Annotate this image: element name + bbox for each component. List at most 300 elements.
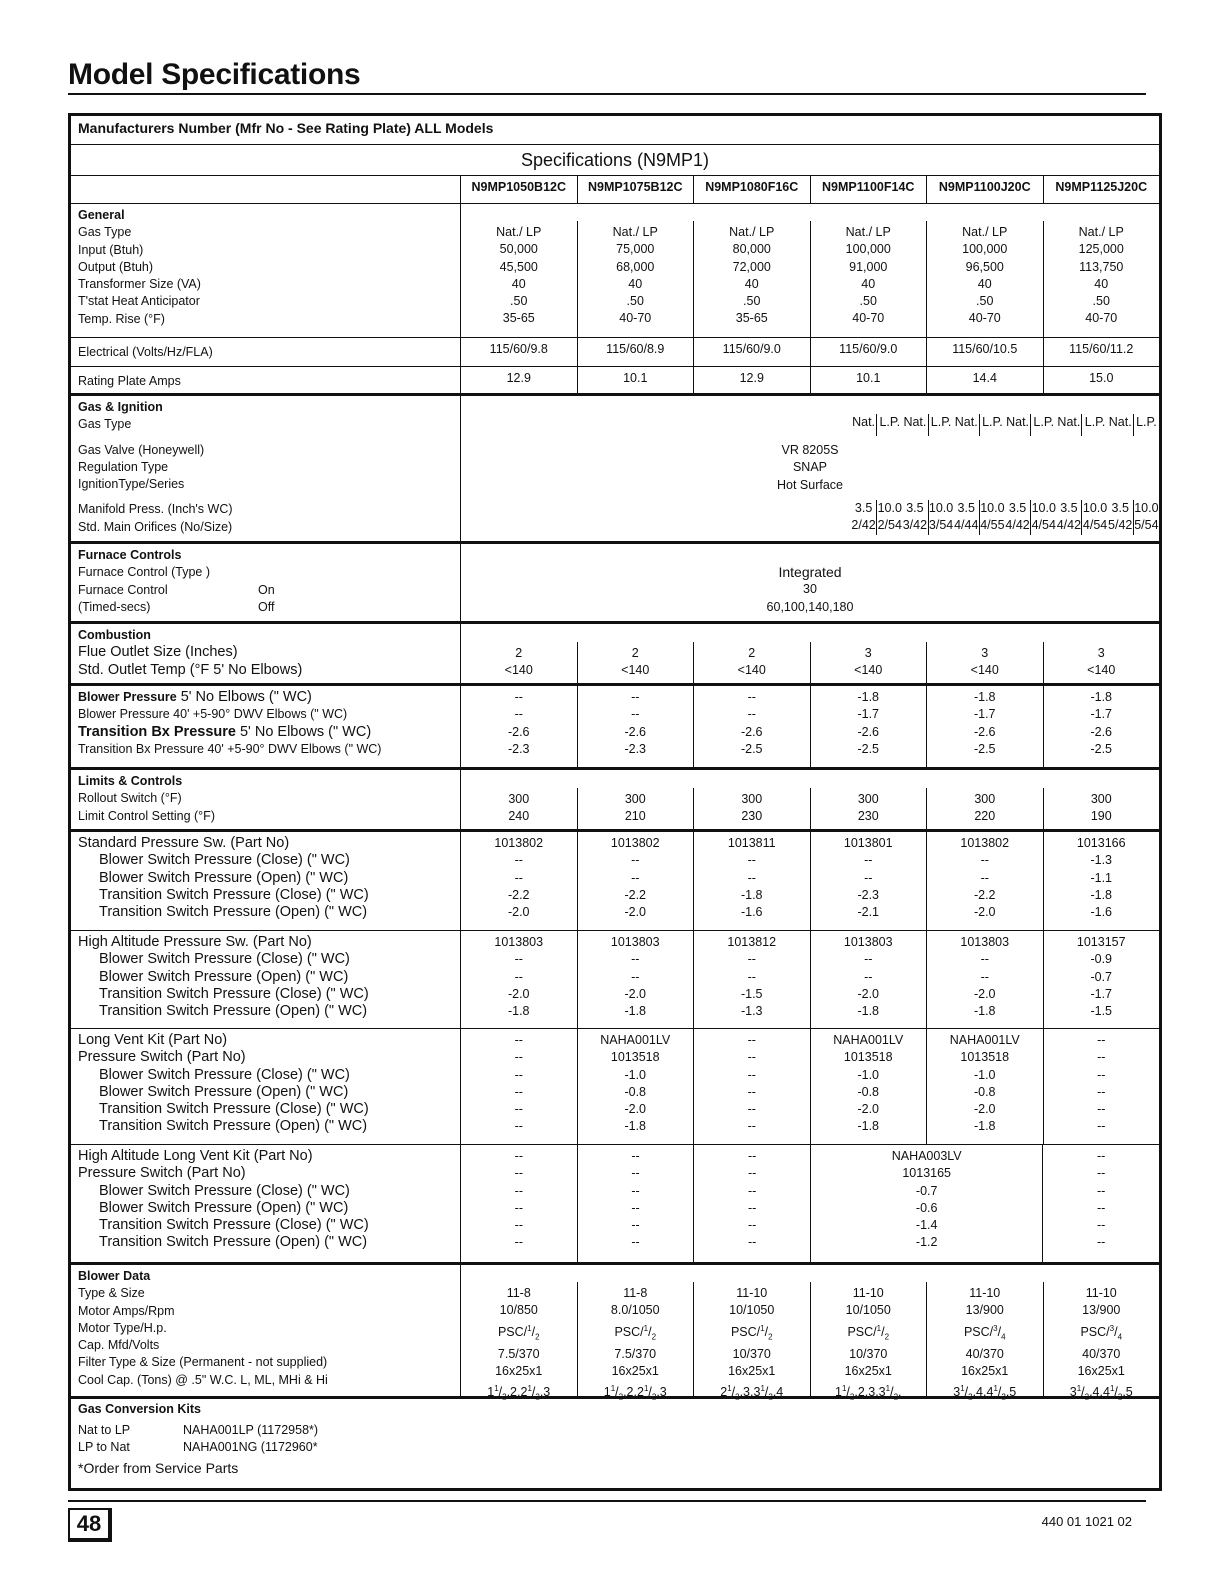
model-column: [1044, 832, 1160, 930]
cell-value: 7.5/370: [614, 1346, 657, 1361]
cell-value: -0.8: [624, 1084, 647, 1099]
cell-value: --: [1097, 1218, 1106, 1233]
cell-value: -2.1: [857, 905, 880, 920]
spacer: [78, 434, 453, 442]
manifold-lp: 10.0: [877, 501, 902, 515]
cell-value: -2.6: [624, 724, 647, 739]
cell-value: 300: [857, 792, 879, 806]
nat-label: Nat.: [1056, 414, 1082, 436]
row-label: Type & Size: [78, 1286, 145, 1301]
merged-column: [811, 1145, 1043, 1262]
cell-value: --: [747, 690, 756, 704]
cell-value: --: [980, 853, 989, 868]
row-label: Temp. Rise (°F): [78, 311, 165, 326]
manifold-lp: 10.0: [1082, 501, 1108, 515]
model-column: [811, 221, 928, 337]
lp-label: L.P.: [1033, 415, 1055, 429]
model-column: [1044, 686, 1160, 767]
manifold-pair: [1108, 500, 1159, 517]
orifice-nat: 2/42: [851, 517, 877, 534]
model-column: [461, 686, 578, 767]
manifold-nat: 3.5: [902, 500, 928, 517]
cell-value: --: [514, 1166, 523, 1181]
spec-title: Specifications (N9MP1): [520, 150, 710, 170]
cell-value: 1013801: [843, 836, 893, 850]
cell-value: PSC/$^1/_2$: [614, 1323, 657, 1342]
cell-value: -2.0: [857, 1102, 880, 1117]
cell-value: 10/1050: [729, 1303, 775, 1318]
cell-value: 115/60/9.0: [839, 342, 898, 356]
furnace-off-value: 60,100,140,180: [766, 599, 854, 614]
furnace-on-label: On: [258, 582, 275, 597]
cell-value: <140: [737, 663, 766, 678]
orifice-nat: 4/42: [1005, 517, 1031, 534]
cell-value: --: [747, 870, 756, 885]
cell-value: 16x25x1: [961, 1363, 1009, 1378]
document-number: 440 01 1021 02: [1041, 1514, 1132, 1529]
model-column: [461, 221, 578, 337]
cell-value: -1.8: [857, 690, 880, 704]
gas-type-pair: [1056, 414, 1107, 436]
spec-table: [68, 113, 1162, 1491]
page-title: Model Specifications: [68, 58, 361, 91]
model-column: [1044, 788, 1160, 829]
cell-value: <140: [854, 663, 883, 678]
cell-value: -1.7: [1090, 986, 1113, 1001]
cell-value: 1013518: [610, 1050, 660, 1065]
cell-value: -1.4: [915, 1218, 938, 1233]
standard-switch-section: [71, 832, 1159, 931]
model-column: [694, 367, 811, 393]
model-column: [461, 788, 578, 829]
gas-type-pair: [1005, 414, 1056, 436]
model-column: [927, 338, 1044, 366]
cell-value: .50: [510, 294, 528, 309]
limits-labels: [71, 770, 461, 829]
model-name: N9MP1050B12C: [461, 176, 578, 203]
cell-value: 72,000: [732, 259, 771, 274]
gas-valve-group: [461, 438, 1159, 502]
nat-label: Nat.: [851, 414, 877, 436]
lp-label: L.P.: [1136, 415, 1157, 429]
cell-value: 16x25x1: [1077, 1363, 1125, 1378]
cell-value: --: [1097, 1119, 1106, 1134]
model-column: [694, 338, 811, 366]
title-rule: [68, 93, 1146, 95]
cell-value: -1.7: [857, 707, 880, 722]
cell-value: 10.1: [856, 371, 881, 385]
cell-value: 68,000: [616, 259, 655, 274]
cell-value: -1.5: [740, 986, 763, 1001]
cell-value: .50: [743, 294, 761, 309]
cell-value: --: [748, 1183, 757, 1198]
conversion-direction: LP to Nat: [78, 1440, 130, 1454]
manifold-pair: [1005, 500, 1056, 517]
cell-value: --: [980, 952, 989, 967]
cell-value: 16x25x1: [728, 1363, 776, 1378]
orifice-lp: 4/54: [1082, 518, 1108, 533]
row-label: Blower Switch Pressure (Open) (" WC): [99, 968, 349, 985]
cell-value: 3: [981, 646, 989, 660]
model-column: [694, 221, 811, 337]
manifold-pair: [1056, 500, 1107, 517]
mfr-row: [71, 116, 1159, 145]
manifold-cell: [851, 500, 902, 540]
model-header-cells: [461, 176, 1159, 203]
page-number: 48: [68, 1508, 112, 1542]
cell-value: 16x25x1: [495, 1363, 543, 1378]
cell-value: 40/370: [1082, 1346, 1121, 1361]
furnace-off-label: Off: [258, 599, 275, 614]
standard-switch-values: [461, 832, 1159, 930]
model-column: [811, 1029, 928, 1144]
model-column: [811, 338, 928, 366]
cell-value: 3: [864, 646, 872, 660]
timed-secs-label-row: [78, 599, 453, 616]
cell-value: --: [1097, 1050, 1106, 1065]
cell-value: <140: [1087, 663, 1116, 678]
model-column: [927, 788, 1044, 829]
conversion-section: [71, 1399, 1159, 1491]
cell-value: -1.2: [915, 1235, 938, 1250]
cell-value: 100,000: [962, 242, 1008, 257]
cell-value: -1.8: [857, 1119, 880, 1134]
cell-value: --: [747, 1102, 756, 1117]
transition-pressure-5-head: Transition Bx Pressure: [78, 723, 236, 740]
model-column: [578, 1282, 695, 1402]
cell-value: 40-70: [619, 311, 652, 326]
conversion-direction: Nat to LP: [78, 1423, 131, 1437]
cell-value: --: [1097, 1102, 1106, 1117]
rating-values: [461, 367, 1159, 393]
row-label: Pressure Switch (Part No): [78, 1049, 246, 1066]
cell-value: -2.6: [740, 724, 763, 739]
cell-value: --: [1097, 1149, 1106, 1163]
orifice-nat: 4/44: [954, 517, 980, 534]
manifold-orifice-rows: [851, 500, 1159, 540]
cell-value: --: [1097, 1200, 1106, 1215]
orifice-pair: [851, 517, 902, 534]
cell-value: -0.9: [1090, 952, 1113, 967]
gas-type-cell: [902, 410, 953, 438]
conversion-heading: Gas Conversion Kits: [78, 1402, 201, 1416]
row-label: Rollout Switch (°F): [78, 791, 182, 806]
model-column: [578, 338, 695, 366]
high-altitude-long-vent-section: [71, 1145, 1159, 1265]
cell-value: -2.2: [624, 887, 647, 902]
rating-row: [71, 367, 1159, 396]
row-label: Transition Switch Pressure (Close) (" WC): [99, 985, 369, 1002]
model-column: [578, 832, 695, 930]
limits-section: [71, 770, 1159, 832]
cell-value: --: [748, 1166, 757, 1181]
cell-value: --: [631, 1235, 640, 1250]
cell-value: .50: [976, 294, 994, 309]
orifice-nat: 4/42: [1056, 517, 1082, 534]
cell-value: --: [514, 853, 523, 868]
row-label: High Altitude Pressure Sw. (Part No): [78, 934, 312, 950]
model-column: [811, 642, 928, 683]
cell-value: --: [514, 1235, 523, 1250]
cell-value: $1^1/_2,2,2^1/_2,3$: [487, 1384, 551, 1402]
cell-value: 1013803: [960, 935, 1010, 949]
cell-value: --: [747, 1050, 756, 1065]
row-label: Limits & Controls: [78, 774, 183, 788]
high-altitude-switch-section: [71, 931, 1159, 1029]
cell-value: 1013518: [843, 1050, 893, 1065]
model-name: N9MP1080F16C: [694, 176, 811, 203]
row-label: Cap. Mfd/Volts: [78, 1338, 160, 1353]
cell-value: -2.6: [507, 724, 530, 739]
orifice-lp: 3/54: [928, 518, 954, 533]
row-label: Transformer Size (VA): [78, 277, 201, 292]
electrical-label: Electrical (Volts/Hz/FLA): [71, 338, 461, 366]
cell-value: NAHA001LV: [949, 1033, 1020, 1047]
cell-value: 35-65: [502, 311, 535, 326]
manifold-pair: [954, 500, 1005, 517]
manifold-nat: 3.5: [1005, 500, 1031, 517]
model-column: [927, 686, 1044, 767]
model-column: [927, 1029, 1044, 1144]
cell-value: -0.6: [915, 1200, 938, 1215]
cell-value: Nat./ LP: [496, 225, 542, 239]
cell-value: -2.3: [857, 887, 880, 902]
cell-value: 115/60/11.2: [1069, 342, 1134, 356]
gas-valve-label: Gas Valve (Honeywell): [78, 442, 205, 457]
furnace-controls-section: [71, 544, 1159, 624]
cell-value: 1013157: [1076, 935, 1126, 949]
cell-value: 113,750: [1079, 259, 1124, 274]
blower-pressure-40-label: Blower Pressure 40' +5-90° DWV Elbows (" WC): [78, 707, 348, 722]
row-label: Input (Btuh): [78, 242, 144, 257]
cell-value: --: [747, 1033, 756, 1047]
electrical-row: [71, 338, 1159, 367]
cell-value: -1.0: [857, 1067, 880, 1082]
gas-type-label: Gas Type: [78, 417, 132, 432]
cell-value: $3^1/_2,4,4^1/_2,5$: [1069, 1384, 1133, 1402]
gas-type-cell: [1005, 410, 1056, 438]
model-column: [927, 832, 1044, 930]
high-altitude-switch-values: [461, 931, 1159, 1028]
cell-value: -1.5: [1090, 1004, 1113, 1019]
cell-value: 40: [511, 276, 526, 291]
orifice-pair: [1108, 517, 1159, 534]
gas-valve-value: VR 8205S: [781, 443, 839, 457]
cell-value: 96,500: [965, 259, 1004, 274]
cell-value: 12.9: [739, 371, 764, 385]
cell-value: 115/60/9.0: [722, 342, 781, 356]
spacer: [78, 493, 453, 501]
furnace-controls-heading: Furnace Controls: [78, 548, 182, 562]
model-name: N9MP1075B12C: [578, 176, 695, 203]
cell-value: 1013811: [727, 836, 776, 850]
long-vent-values: [461, 1029, 1159, 1144]
cell-value: 15.0: [1089, 371, 1114, 385]
cell-value: -2.6: [973, 724, 996, 739]
cell-value: 10/850: [499, 1303, 538, 1318]
cell-value: 1013803: [610, 935, 660, 949]
cell-value: $1^1/_2,2,2^1/_2,3$: [603, 1384, 667, 1402]
cell-value: -2.0: [973, 1102, 996, 1117]
cell-value: 190: [1090, 809, 1112, 824]
cell-value: 10.1: [623, 371, 648, 385]
cell-value: $1^1/_2,2,3,3^1/_2$,: [835, 1384, 902, 1402]
high-altitude-long-vent-labels: [71, 1145, 461, 1262]
model-column: [461, 1029, 578, 1144]
row-label: Standard Pressure Sw. (Part No): [78, 835, 290, 851]
gas-type-row: [851, 410, 1159, 438]
cell-value: Nat./ LP: [845, 225, 891, 239]
row-label: Blower Switch Pressure (Close) (" WC): [99, 852, 350, 869]
cell-value: Nat./ LP: [962, 225, 1008, 239]
cell-value: --: [747, 952, 756, 967]
cell-value: -1.8: [740, 887, 763, 902]
cell-value: --: [748, 1149, 757, 1163]
cell-value: NAHA001LV: [833, 1033, 904, 1047]
furnace-control-label: Furnace Control: [78, 582, 168, 597]
cell-value: -2.5: [740, 741, 763, 756]
cell-value: 13/900: [1082, 1303, 1121, 1318]
gas-type-pair: [851, 414, 902, 436]
model-column: [461, 931, 578, 1028]
cell-value: -2.0: [624, 986, 647, 1001]
cell-value: <140: [621, 663, 650, 678]
cell-value: -2.3: [507, 741, 530, 756]
manifold-nat: 3.5: [851, 500, 877, 517]
cell-value: --: [631, 870, 640, 885]
cell-value: PSC/$^3/_4$: [1080, 1323, 1123, 1342]
blower-pressure-labels: [71, 686, 461, 767]
rating-label: Rating Plate Amps: [71, 367, 461, 393]
cell-value: --: [631, 1218, 640, 1233]
model-column: [578, 1029, 695, 1144]
manifold-pair: [851, 500, 902, 517]
cell-value: 125,000: [1078, 242, 1124, 257]
cell-value: 115/60/8.9: [606, 342, 665, 356]
model-column: [811, 832, 928, 930]
combustion-values: [461, 624, 1159, 683]
row-label: Blower Switch Pressure (Open) (" WC): [99, 869, 349, 886]
cell-value: -2.3: [624, 741, 647, 756]
cell-value: -2.0: [973, 905, 996, 920]
cell-value: --: [514, 1033, 523, 1047]
cell-value: 35-65: [735, 311, 768, 326]
cell-value: -2.5: [857, 741, 880, 756]
model-column: [694, 1282, 811, 1402]
cell-value: 2: [631, 646, 639, 660]
cell-value: 1013803: [843, 935, 893, 949]
cell-value: 10/370: [732, 1346, 771, 1361]
general-section: [71, 204, 1159, 338]
gas-type-pair: [902, 414, 953, 436]
cell-value: <140: [504, 663, 533, 678]
cell-value: --: [631, 707, 640, 722]
model-header-row: [71, 176, 1159, 204]
cell-value: -1.8: [1090, 690, 1113, 704]
cell-value: 40: [977, 276, 992, 291]
gas-type-pair: [1108, 414, 1159, 436]
cell-value: -1.6: [740, 905, 763, 920]
model-column: [811, 1282, 928, 1402]
cell-value: --: [514, 969, 523, 984]
combustion-section: [71, 624, 1159, 686]
model-column: [1044, 642, 1160, 683]
cell-value: 7.5/370: [497, 1346, 540, 1361]
manifold-cell: [954, 500, 1005, 540]
model-column: [694, 788, 811, 829]
cell-value: NAHA001LV: [600, 1033, 671, 1047]
model-column: [1044, 367, 1160, 393]
cell-value: -0.7: [915, 1183, 938, 1198]
manifold-cell: [1108, 500, 1159, 540]
row-label: Output (Btuh): [78, 259, 154, 274]
regulation-value: SNAP: [792, 460, 828, 475]
transition-pressure-40-label: Transition Bx Pressure 40' +5-90° DWV Elbows (" WC): [78, 741, 382, 756]
cell-value: -1.3: [1090, 853, 1113, 868]
cell-value: 40: [1094, 276, 1109, 291]
cell-value: 16x25x1: [611, 1363, 659, 1378]
model-name: N9MP1125J20C: [1055, 180, 1148, 194]
cell-value: 230: [857, 809, 879, 824]
row-label: Blower Switch Pressure (Open) (" WC): [99, 1083, 349, 1100]
general-labels: [71, 204, 461, 337]
cell-value: .50: [1092, 294, 1110, 309]
gas-type-pair: [954, 414, 1005, 436]
cell-value: 40/370: [965, 1346, 1004, 1361]
manifold-cell: [902, 500, 953, 540]
cell-value: 40: [628, 276, 643, 291]
model-column: [927, 367, 1044, 393]
cell-value: -1.6: [1090, 905, 1113, 920]
cell-value: 11-10: [736, 1286, 768, 1300]
model-column: [578, 367, 695, 393]
cell-value: --: [631, 1183, 640, 1198]
model-column: [578, 686, 695, 767]
long-vent-labels: [71, 1029, 461, 1144]
cell-value: -1.1: [1090, 870, 1113, 885]
combustion-labels: [71, 624, 461, 683]
cell-value: -1.8: [624, 1004, 647, 1019]
transition-pressure-5-label: [78, 724, 453, 741]
row-label: Transition Switch Pressure (Open) (" WC): [99, 1234, 368, 1251]
row-label: Cool Cap. (Tons) @ .5" W.C. L, ML, MHi & Hi: [78, 1372, 328, 1387]
cell-value: --: [864, 870, 873, 885]
spec-title-row: [71, 145, 1159, 176]
cell-value: Nat./ LP: [1078, 225, 1124, 239]
cell-value: .50: [626, 294, 644, 309]
cell-value: 1013802: [960, 836, 1010, 850]
orifice-nat: 3/42: [902, 517, 928, 534]
cell-value: NAHA003LV: [891, 1149, 962, 1163]
blower-data-labels: [71, 1265, 461, 1396]
cell-value: --: [1097, 1067, 1106, 1082]
cell-value: 1013166: [1076, 836, 1126, 850]
gas-ignition-section: [71, 396, 1159, 544]
model-column: [578, 221, 695, 337]
orifice-pair: [902, 517, 953, 534]
high-altitude-switch-labels: [71, 931, 461, 1028]
cell-value: --: [514, 870, 523, 885]
cell-value: --: [864, 969, 873, 984]
model-column: [1044, 931, 1160, 1028]
regulation-label: Regulation Type: [78, 459, 169, 474]
cell-value: --: [514, 1218, 523, 1233]
cell-value: -2.0: [857, 986, 880, 1001]
lp-label: L.P.: [982, 415, 1003, 429]
cell-value: -2.0: [507, 905, 530, 920]
cell-value: -1.3: [740, 1004, 763, 1019]
cell-value: -1.0: [973, 1067, 996, 1082]
